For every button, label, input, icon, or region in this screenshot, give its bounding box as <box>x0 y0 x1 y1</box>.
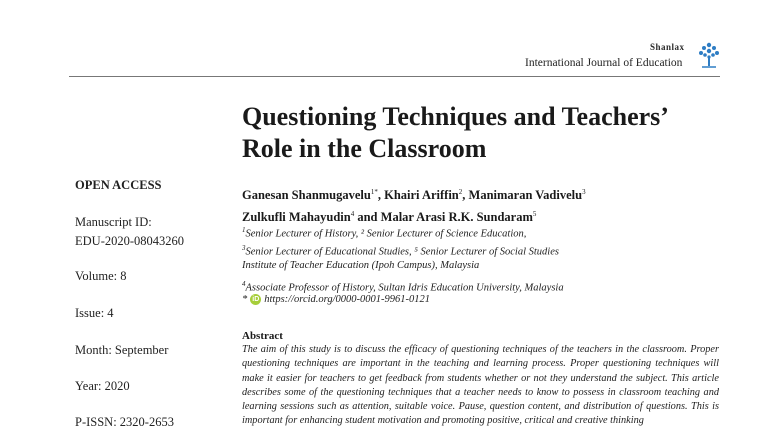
issue-text: Issue: 4 <box>75 306 114 320</box>
month-text: Month: September <box>75 343 169 357</box>
author-name: Zulkufli Mahayudin <box>242 210 351 225</box>
orcid-link[interactable]: * iD https://orcid.org/0000-0001-9961-0121 <box>242 294 431 305</box>
header-divider <box>69 76 720 77</box>
title-line-2: Role in the Classroom <box>242 134 487 163</box>
pissn-text: P-ISSN: 2320-2653 <box>75 415 174 429</box>
open-access-label: OPEN ACCESS <box>75 178 162 192</box>
paper-title <box>242 101 712 165</box>
manuscript-id-label: Manuscript ID: <box>75 215 152 229</box>
author-name: Manimaran Vadivelu <box>468 188 583 203</box>
year-text: Year: 2020 <box>75 379 130 393</box>
author-name: Ganesan Shanmugavelu <box>242 188 371 203</box>
orcid-url[interactable]: https://orcid.org/0000-0001-9961-0121 <box>264 294 431 305</box>
author-name: Khairi Ariffin <box>384 188 459 203</box>
journal-name: International Journal of Education <box>525 57 683 69</box>
publisher-brand: Shanlax <box>650 42 685 52</box>
affiliation-line: $^4$Associate Professor of History, Sultan Idris Education University, Malaysia <box>242 280 564 294</box>
author-name: Malar Arasi R.K. Sundaram <box>380 210 533 225</box>
title-line-1: Questioning Techniques and Teachers’ <box>242 102 669 131</box>
orcid-icon: iD <box>252 296 260 303</box>
affiliation-line: $^1$Senior Lecturer of History, ² Senior Lecturer of Science Education, <box>242 226 527 240</box>
affiliation-line: Institute of Teacher Education (Ipoh Campus), Malaysia <box>242 260 480 271</box>
abstract-text: The aim of this study is to discuss the efficacy of questioning techniques of the teachers in the classroom. Proper questioning techniques are important in the teaching and learning process. Proper questioning techniques will make it easier for teachers to get feedback from students whether or not they understand the subject. This article describes some of the questioning techniques that a teacher needs to know to possess in classroom teaching and learning sessions such as attention, suitable voice. Pause, question content, and distribution of questions. This is important for enhancing student motivation and promoting positive, critical and creative thinking <box>242 344 719 427</box>
manuscript-id-value: EDU-2020-08043260 <box>75 234 185 248</box>
abstract-heading: Abstract <box>242 330 283 342</box>
volume-text: Volume: 8 <box>75 269 127 283</box>
author-list: Ganesan Shanmugavelu$^{1*}$, Khairi Ariffin$^2$, Manimaran Vadivelu$^3$ Zulkufli Mahayudin$^4$ and Malar Arasi R.K. Sundaram$^5$ <box>242 188 586 225</box>
tree-logo-icon <box>696 40 722 70</box>
affiliation-line: $^3$Senior Lecturer of Educational Studies, ⁵ Senior Lecturer of Social Studies <box>242 244 559 258</box>
